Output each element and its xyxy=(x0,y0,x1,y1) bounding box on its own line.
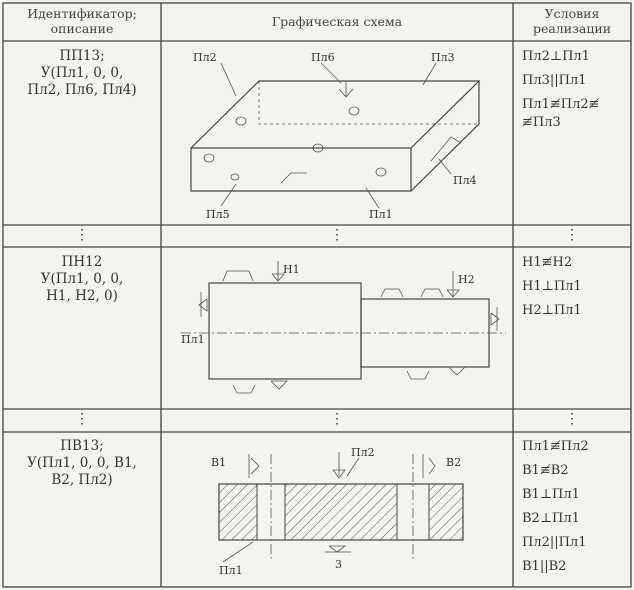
header-scheme: Графическая схема xyxy=(271,14,403,29)
header-identifier: Идентификатор; описание xyxy=(27,6,137,36)
row1-label-pl6: Пл6 xyxy=(311,51,335,64)
row1-label-pl1: Пл1 xyxy=(369,208,393,221)
row1-label-pl3: Пл3 xyxy=(431,51,455,64)
row3-conditions: Пл1≢Пл2 В1≢В2 В1⊥Пл1 В2⊥Пл1 Пл2||Пл1 В1||В2 xyxy=(522,439,589,574)
row3-label-pl1: Пл1 xyxy=(219,564,243,577)
row3-label-3: 3 xyxy=(335,558,342,571)
row3-scheme xyxy=(161,432,513,587)
row2-label-pl1: Пл1 xyxy=(181,333,205,346)
row1-conditions: Пл2⊥Пл1 Пл3||Пл1 Пл1≢Пл2≢ ≢Пл3 xyxy=(522,49,600,130)
row3-label-b1: В1 xyxy=(211,456,227,469)
row1-scheme xyxy=(161,41,513,225)
row2-conditions: Н1≢Н2 Н1⊥Пл1 Н2⊥Пл1 xyxy=(522,255,582,318)
ellipsis-1c: ⋮ xyxy=(565,227,579,243)
row3-identifier: ПВ13; У(Пл1, 0, 0, В1, В2, Пл2) xyxy=(27,438,137,488)
row2-label-h2: Н2 xyxy=(458,273,475,286)
header-conditions: Условия реализации xyxy=(532,6,612,36)
ellipsis-2a: ⋮ xyxy=(75,411,89,427)
row1-label-pl2: Пл2 xyxy=(193,51,217,64)
row2-label-h1: Н1 xyxy=(283,263,300,276)
row3-label-b2: В2 xyxy=(446,456,462,469)
row1-identifier: ПП13; У(Пл1, 0, 0, Пл2, Пл6, Пл4) xyxy=(27,48,137,98)
row2-identifier: ПН12 У(Пл1, 0, 0, Н1, Н2, 0) xyxy=(40,254,124,304)
row2-scheme xyxy=(161,247,513,409)
row1-label-pl5: Пл5 xyxy=(206,208,230,221)
ellipsis-1b: ⋮ xyxy=(330,227,344,243)
row1-label-pl4: Пл4 xyxy=(453,174,477,187)
ellipsis-2c: ⋮ xyxy=(565,411,579,427)
row3-label-pl2: Пл2 xyxy=(351,446,375,459)
ellipsis-1a: ⋮ xyxy=(75,227,89,243)
ellipsis-2b: ⋮ xyxy=(330,411,344,427)
